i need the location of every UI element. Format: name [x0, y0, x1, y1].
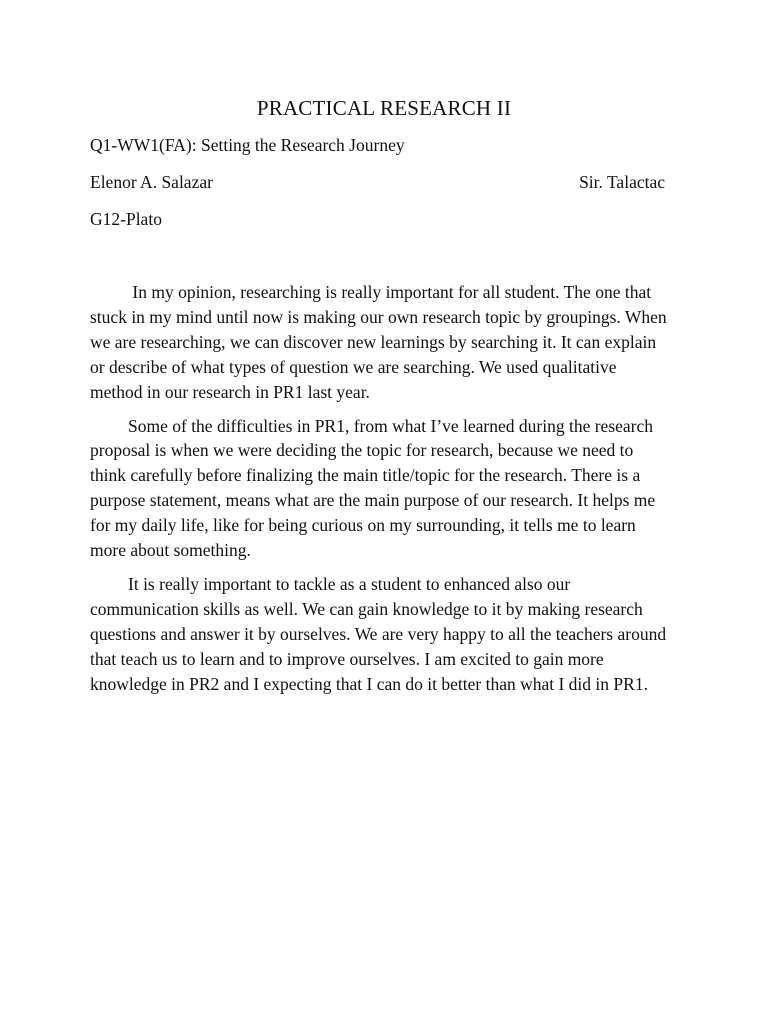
assignment-line — [90, 134, 665, 156]
essay-paragraph-1: In my opinion, researching is really important for all student. The one that stuck in my mind until now is making our own research topic by groupings. When we are researching, we can discover new learnings by searching it. It can explain or describe of what types of question we are searching. We used qualitative method in our research in PR1 last year. — [90, 282, 671, 402]
document-title: PRACTICAL RESEARCH II — [256, 96, 512, 120]
essay-paragraph-3: It is really important to tackle as a student to enhanced also our communication skills as well. We can gain knowledge to it by making research questions and answer it by ourselves. We are very happy to all the teachers around that teach us to learn and to improve ourselves. I am excited to gain more knowledge in PR2 and I expecting that I can do it better than what I did in PR1. — [90, 573, 671, 694]
student-name: Elenor A. Salazar — [90, 172, 213, 192]
class-section: G12-Plato — [90, 209, 162, 229]
assignment-title: Q1-WW1(FA): Setting the Research Journey — [90, 135, 405, 155]
section-line — [90, 208, 665, 230]
teacher-name: Sir. Talactac — [579, 172, 665, 192]
essay-body — [90, 280, 672, 706]
essay-paragraph-2: Some of the difficulties in PR1, from what I’ve learned during the research proposal is when we were deciding the topic for research, because we need to think carefully before finalizing the main title/topic for the research. There is a purpose statement, means what are the main purpose of our research. It helps me for my daily life, like for being curious on my surrounding, it tells me to learn more about something. — [90, 415, 660, 561]
names-line — [90, 171, 665, 193]
